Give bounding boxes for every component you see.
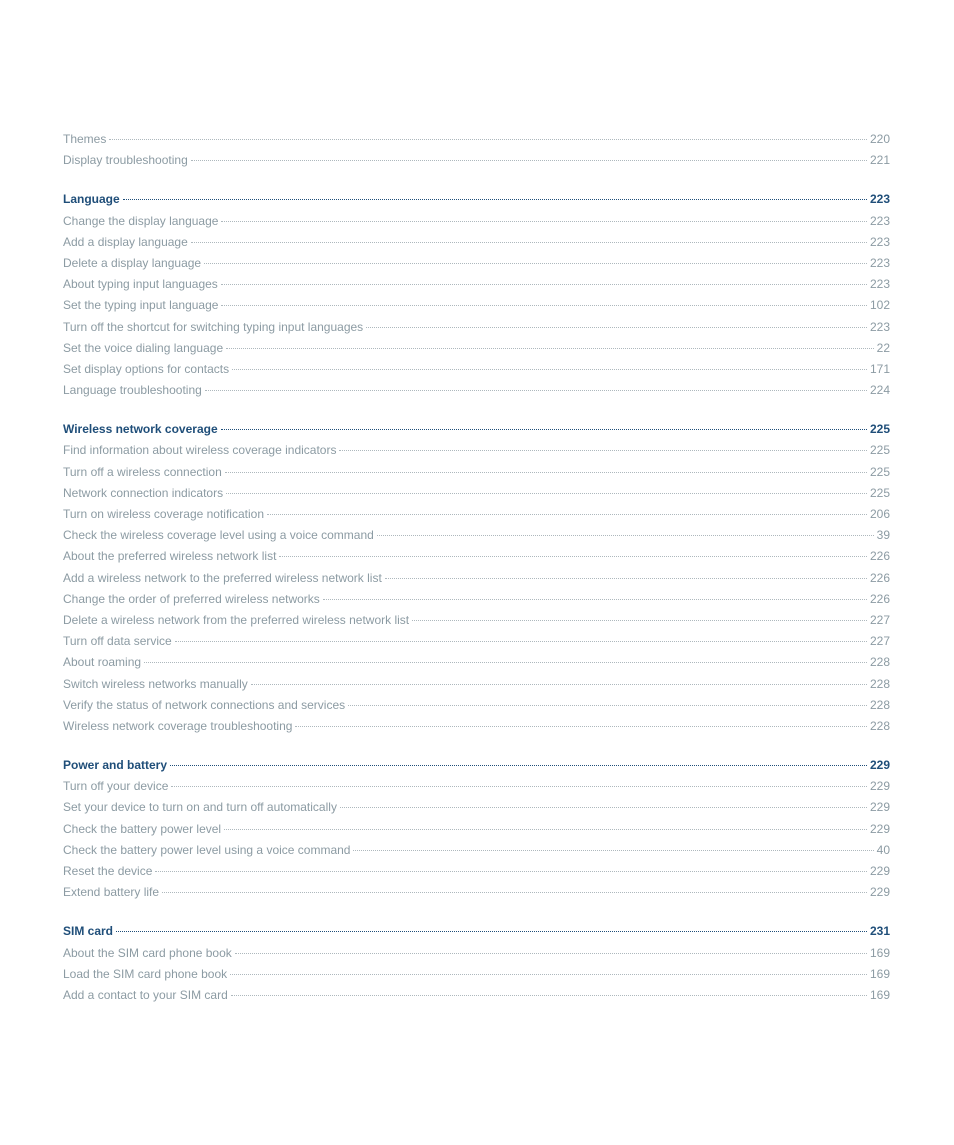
toc-entry-title: Turn off your device (63, 779, 169, 794)
dot-leader (170, 765, 867, 766)
toc-entry-title: Check the battery power level (63, 821, 222, 836)
dot-leader (353, 850, 873, 851)
toc-entry-page-number: 171 (869, 361, 890, 376)
dot-leader (267, 514, 867, 515)
toc-entry[interactable] (63, 214, 890, 235)
toc-entry[interactable] (63, 153, 890, 174)
toc-entry-title: About the SIM card phone book (63, 945, 232, 960)
toc-entry-title: Switch wireless networks manually (63, 676, 248, 691)
dot-leader (116, 931, 867, 932)
toc-heading-title: Power and battery (63, 758, 168, 773)
toc-heading-power-and-battery[interactable] (63, 758, 890, 779)
dot-leader (224, 829, 867, 830)
toc-entry-page-number: 229 (869, 800, 890, 815)
toc-section-power-and-battery (63, 758, 890, 906)
toc-entry-page-number: 223 (869, 255, 890, 270)
toc-entry-title: Turn off the shortcut for switching typing input languages (63, 319, 364, 334)
toc-section-language (63, 192, 890, 404)
toc-entry-page-number: 225 (869, 485, 890, 500)
dot-leader (171, 786, 867, 787)
toc-entry-page-number: 224 (869, 383, 890, 398)
dot-leader (231, 995, 867, 996)
toc-entry-title: Verify the status of network connections and services (63, 697, 346, 712)
dot-leader (225, 472, 867, 473)
toc-entry-page-number: 226 (869, 591, 890, 606)
toc-entry-title: Turn off data service (63, 634, 172, 649)
dot-leader (377, 535, 874, 536)
toc-entry[interactable] (63, 592, 890, 613)
toc-entry-title: Delete a display language (63, 255, 202, 270)
toc-entry-page-number: 227 (869, 634, 890, 649)
toc-entry[interactable] (63, 132, 890, 153)
toc-entry-title: Turn on wireless coverage notification (63, 507, 264, 521)
toc-entry[interactable] (63, 256, 890, 277)
toc-entry[interactable] (63, 507, 890, 528)
toc-entry-page-number: 229 (869, 864, 890, 878)
toc-entry-page-number: 169 (869, 987, 890, 1002)
toc-entry[interactable] (63, 486, 890, 507)
toc-entry-page-number: 227 (869, 612, 890, 627)
toc-entry[interactable] (63, 946, 890, 967)
toc-entry[interactable] (63, 298, 890, 319)
dot-leader (385, 578, 867, 579)
toc-entry[interactable] (63, 655, 890, 676)
toc-entry[interactable] (63, 864, 890, 885)
toc-entry-title: Add a wireless network to the preferred wireless network list (63, 570, 382, 585)
dot-leader (226, 348, 874, 349)
toc-entry[interactable] (63, 443, 890, 464)
toc-entry-title: Themes (63, 132, 107, 146)
toc-entry[interactable] (63, 885, 890, 906)
dot-leader (191, 242, 867, 243)
dot-leader (230, 974, 867, 975)
dot-leader (221, 284, 867, 285)
toc-entry-title: Delete a wireless network from the preferred wireless network list (63, 612, 410, 627)
toc-entry-page-number: 206 (869, 507, 890, 521)
dot-leader (366, 327, 867, 328)
toc-entry[interactable] (63, 719, 890, 740)
dot-leader (340, 807, 867, 808)
toc-entry[interactable] (63, 988, 890, 1009)
toc-entry[interactable] (63, 779, 890, 800)
toc-entry[interactable] (63, 465, 890, 486)
toc-entry-title: Add a contact to your SIM card (63, 987, 228, 1002)
toc-entry-title: Set the voice dialing language (63, 340, 224, 355)
toc-section-wireless-network-coverage (63, 422, 890, 740)
toc-entry-page-number: 169 (869, 966, 890, 981)
dot-leader (175, 641, 867, 642)
toc-entry-title: Language troubleshooting (63, 383, 202, 398)
toc-heading-page-number: 223 (869, 192, 890, 207)
toc-entry-title: About typing input languages (63, 277, 218, 292)
toc-heading-page-number: 229 (869, 758, 890, 773)
dot-leader (348, 705, 867, 706)
dot-leader (221, 305, 867, 306)
toc-entry-page-number: 228 (869, 718, 890, 733)
toc-entry[interactable] (63, 967, 890, 988)
toc-entry[interactable] (63, 613, 890, 634)
toc-entry-page-number: 223 (869, 277, 890, 292)
toc-entry-title: Wireless network coverage troubleshooting (63, 718, 293, 733)
toc-entry-page-number: 225 (869, 464, 890, 479)
toc-entry-title: Set your device to turn on and turn off automatically (63, 800, 337, 815)
toc-entry-title: Extend battery life (63, 885, 160, 900)
toc-entry[interactable] (63, 341, 890, 362)
toc-entry-page-number: 228 (869, 655, 890, 670)
toc-entry-title: Load the SIM card phone book (63, 966, 228, 981)
dot-leader (226, 493, 867, 494)
toc-entry-title: Network connection indicators (63, 485, 224, 500)
toc-entry-title: Change the order of preferred wireless networks (63, 591, 320, 606)
toc-entry-page-number: 229 (869, 885, 890, 900)
toc-entry[interactable] (63, 698, 890, 719)
dot-leader (155, 871, 867, 872)
toc-heading-page-number: 231 (869, 924, 890, 939)
dot-leader (232, 369, 867, 370)
toc-section-sim-card (63, 924, 890, 1009)
toc-entry-page-number: 40 (876, 842, 890, 857)
toc-entry-page-number: 39 (876, 528, 890, 543)
dot-leader (221, 429, 867, 430)
toc-entry-title: Check the battery power level using a voice command (63, 842, 351, 857)
toc-heading-page-number: 225 (869, 422, 890, 437)
toc-entry-page-number: 22 (876, 340, 890, 355)
toc-entry-page-number: 221 (869, 153, 890, 168)
toc-entry-page-number: 223 (869, 319, 890, 334)
toc-section (63, 132, 890, 174)
dot-leader (295, 726, 867, 727)
toc-heading-title: Language (63, 192, 120, 207)
toc-entry-page-number: 223 (869, 234, 890, 249)
toc-entry[interactable] (63, 843, 890, 864)
dot-leader (279, 556, 867, 557)
toc-entry[interactable] (63, 571, 890, 592)
toc-entry[interactable] (63, 822, 890, 843)
toc-entry-page-number: 102 (869, 298, 890, 313)
toc-entry-title: Check the wireless coverage level using a voice command (63, 528, 374, 543)
dot-leader (204, 263, 867, 264)
toc-entry-page-number: 229 (869, 821, 890, 836)
dot-leader (109, 139, 867, 140)
toc-entry[interactable] (63, 320, 890, 341)
toc-entry-title: Change the display language (63, 213, 219, 228)
toc-heading-title: Wireless network coverage (63, 422, 218, 437)
toc-entry[interactable] (63, 634, 890, 655)
toc-entry[interactable] (63, 528, 890, 549)
toc-entry[interactable] (63, 383, 890, 404)
toc-entry-page-number: 228 (869, 697, 890, 712)
toc-entry[interactable] (63, 677, 890, 698)
dot-leader (191, 160, 867, 161)
toc-entry-title: About the preferred wireless network list (63, 549, 277, 564)
dot-leader (221, 221, 867, 222)
toc-entry-title: Set the typing input language (63, 298, 219, 313)
dot-leader (144, 662, 867, 663)
toc-entry-title: Turn off a wireless connection (63, 464, 222, 479)
toc-entry-title: Set display options for contacts (63, 361, 230, 376)
toc-entry-page-number: 225 (869, 443, 890, 458)
dot-leader (323, 599, 867, 600)
toc-entry[interactable] (63, 277, 890, 298)
toc-heading-sim-card[interactable] (63, 924, 890, 945)
toc-entry-title: About roaming (63, 655, 142, 670)
toc-entry-title: Find information about wireless coverage indicators (63, 443, 337, 458)
toc-heading-wireless-network-coverage[interactable] (63, 422, 890, 443)
dot-leader (123, 199, 867, 200)
dot-leader (251, 684, 867, 685)
toc-entry-title: Reset the device (63, 864, 153, 878)
toc-entry[interactable] (63, 800, 890, 821)
toc-entry-page-number: 226 (869, 570, 890, 585)
toc-entry[interactable] (63, 549, 890, 570)
toc-entry[interactable] (63, 362, 890, 383)
toc-entry-page-number: 220 (869, 132, 890, 146)
dot-leader (162, 892, 867, 893)
toc-entry[interactable] (63, 235, 890, 256)
toc-entry-page-number: 169 (869, 945, 890, 960)
toc-entry-title: Display troubleshooting (63, 153, 188, 168)
toc-entry-page-number: 226 (869, 549, 890, 564)
toc-entry-page-number: 223 (869, 213, 890, 228)
table-of-contents (63, 132, 890, 1027)
toc-entry-title: Add a display language (63, 234, 188, 249)
dot-leader (235, 953, 867, 954)
toc-entry-page-number: 228 (869, 676, 890, 691)
dot-leader (412, 620, 867, 621)
toc-heading-language[interactable] (63, 192, 890, 213)
dot-leader (205, 390, 867, 391)
toc-entry-page-number: 229 (869, 779, 890, 794)
dot-leader (339, 450, 867, 451)
toc-heading-title: SIM card (63, 924, 114, 939)
